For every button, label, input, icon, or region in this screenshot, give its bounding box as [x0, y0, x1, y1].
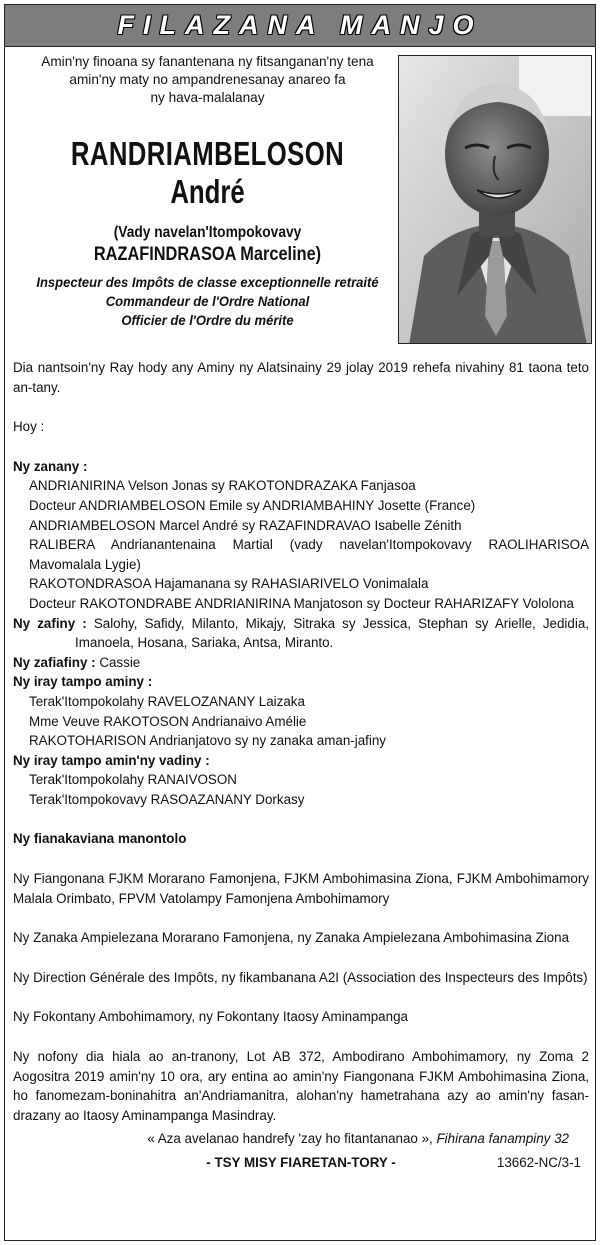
hoy-label: Hoy :: [13, 419, 45, 435]
list-item: Docteur RAKOTONDRABE ANDRIANIRINA Manjatoson sy Docteur RAHARIZAFY Vololona: [29, 595, 574, 611]
notice-title: FILAZANA MANJO: [117, 9, 483, 40]
list-item: RAKOTONDRASOA Hajamanana sy RAHASIARIVELO Vonimalala: [29, 576, 429, 592]
top-section: [5, 47, 595, 347]
title-line: Inspecteur des Impôts de classe exceptionnelle retraité: [36, 274, 379, 290]
reference-number: 13662-NC/3-1: [496, 1155, 581, 1170]
intro-line: ny hava-malalanay: [150, 90, 265, 105]
notice-header: [5, 5, 595, 47]
intro-line: amin'ny maty no ampandrenesanay anareo fa: [69, 72, 346, 87]
extended-family: Ny fianakaviana manontolo: [13, 831, 187, 847]
deceased-given-name: André: [170, 173, 245, 210]
list-item: Docteur ANDRIAMBELOSON Emile sy ANDRIAMBAHINY Josette (France): [29, 497, 476, 513]
portrait-photo: [398, 55, 592, 344]
title-line: Officier de l'Ordre du mérite: [121, 312, 294, 328]
list-item: Mme Veuve RAKOTOSON Andrianaivo Amélie: [29, 713, 307, 729]
tax-direction: Ny Direction Générale des Impôts, ny fikambanana A2I (Association des Inspecteurs des Impôts): [13, 969, 588, 985]
spouse-name: RAZAFINDRASOA Marceline): [93, 244, 322, 265]
great-grandchildren: [13, 653, 589, 673]
grandchildren-names: Salohy, Safidy, Milanto, Mikajy, Sitraka sy Jessica, Stephan sy Arielle, Jedidia, Imanoela, Hosana, Sariaka, Antsa, Miranto.: [75, 615, 589, 651]
children-label: Ny zanany :: [13, 458, 88, 474]
notice-body: [13, 358, 589, 1175]
churches: Ny Fiangonana FJKM Morarano Famonjena, FJKM Ambohimasina Ziona, FJKM Ambohimamory Malala Orimbato, FPVM Vatolampy Famonjena Ambohimamory: [13, 871, 589, 906]
list-item: ANDRIAMBELOSON Marcel André sy RAZAFINDRAVAO Isabelle Zénith: [29, 517, 462, 533]
obituary-notice: [4, 4, 596, 1241]
grandchildren: [13, 614, 589, 653]
no-wake-notice: - TSY MISY FIARETAN-TORY -: [206, 1155, 396, 1170]
quote-reference: Fihirana fanampiny 32: [432, 1131, 569, 1147]
list-item: ANDRIANIRINA Velson Jonas sy RAKOTONDRAZAKA Fanjasoa: [29, 478, 416, 494]
announcement: Dia nantsoin'ny Ray hody any Aminy ny Alatsinainy 29 jolay 2019 rehefa nivahiny 81 taona teto an-tany.: [13, 360, 589, 395]
deceased-surname: RANDRIAMBELOSON: [70, 135, 345, 172]
list-item: Terak'Itompokolahy RAVELOZANANY Laizaka: [29, 693, 305, 709]
great-grandchildren-label: Ny zafiafiny :: [13, 654, 96, 670]
grandchildren-label: Ny zafiny :: [13, 615, 87, 631]
notice-footer: [13, 1153, 589, 1175]
hymn-quote: [13, 1129, 589, 1149]
relatives-label: Ny iray tampo aminy :: [13, 674, 153, 690]
fokontany: Ny Fokontany Ambohimamory, ny Fokontany Itaosy Aminampanga: [13, 1009, 408, 1025]
portrait-illustration: [399, 56, 592, 344]
quote-text: « Aza avelanao handrefy 'zay ho fitantananao »,: [147, 1131, 433, 1147]
intro-line: Amin'ny finoana sy fanantenana ny fitsanganan'ny tena: [41, 54, 374, 69]
great-grandchildren-names: Cassie: [95, 654, 141, 670]
spouse-line: (Vady navelan'Itompokovavy: [113, 224, 302, 241]
youth-groups: Ny Zanaka Ampielezana Morarano Famonjena, ny Zanaka Ampielezana Ambohimasina Ziona: [13, 930, 570, 946]
list-item: RAKOTOHARISON Andrianjatovo sy ny zanaka aman-jafiny: [29, 733, 386, 749]
list-item: RALIBERA Andrianantenaina Martial (vady navelan'Itompokovavy RAOLIHARISOA Mavomalala Lygie): [29, 537, 589, 572]
title-line: Commandeur de l'Ordre National: [105, 293, 310, 309]
list-item: Terak'Itompokolahy RANAIVOSON: [29, 772, 237, 788]
intro-text: [15, 53, 400, 107]
funeral-details: Ny nofony dia hiala ao an-tranony, Lot AB 372, Ambodirano Ambohimamory, ny Zoma 2 Aogositra 2019 amin'ny 10 ora, ary entina ao amin'ny Fiangonana FJKM Ambohimasina Ziona, ho fanomezam-boninahitra an'Andriamanitra, alohan'ny hametrahana azy ao amin'ny fasan-drazany ao Itaosy Aminampanga Masindray.: [13, 1049, 589, 1123]
list-item: Terak'Itompokovavy RASOAZANANY Dorkasy: [29, 791, 305, 807]
deceased-titles: [25, 273, 390, 330]
spouse-relatives-label: Ny iray tampo amin'ny vadiny :: [13, 752, 210, 768]
